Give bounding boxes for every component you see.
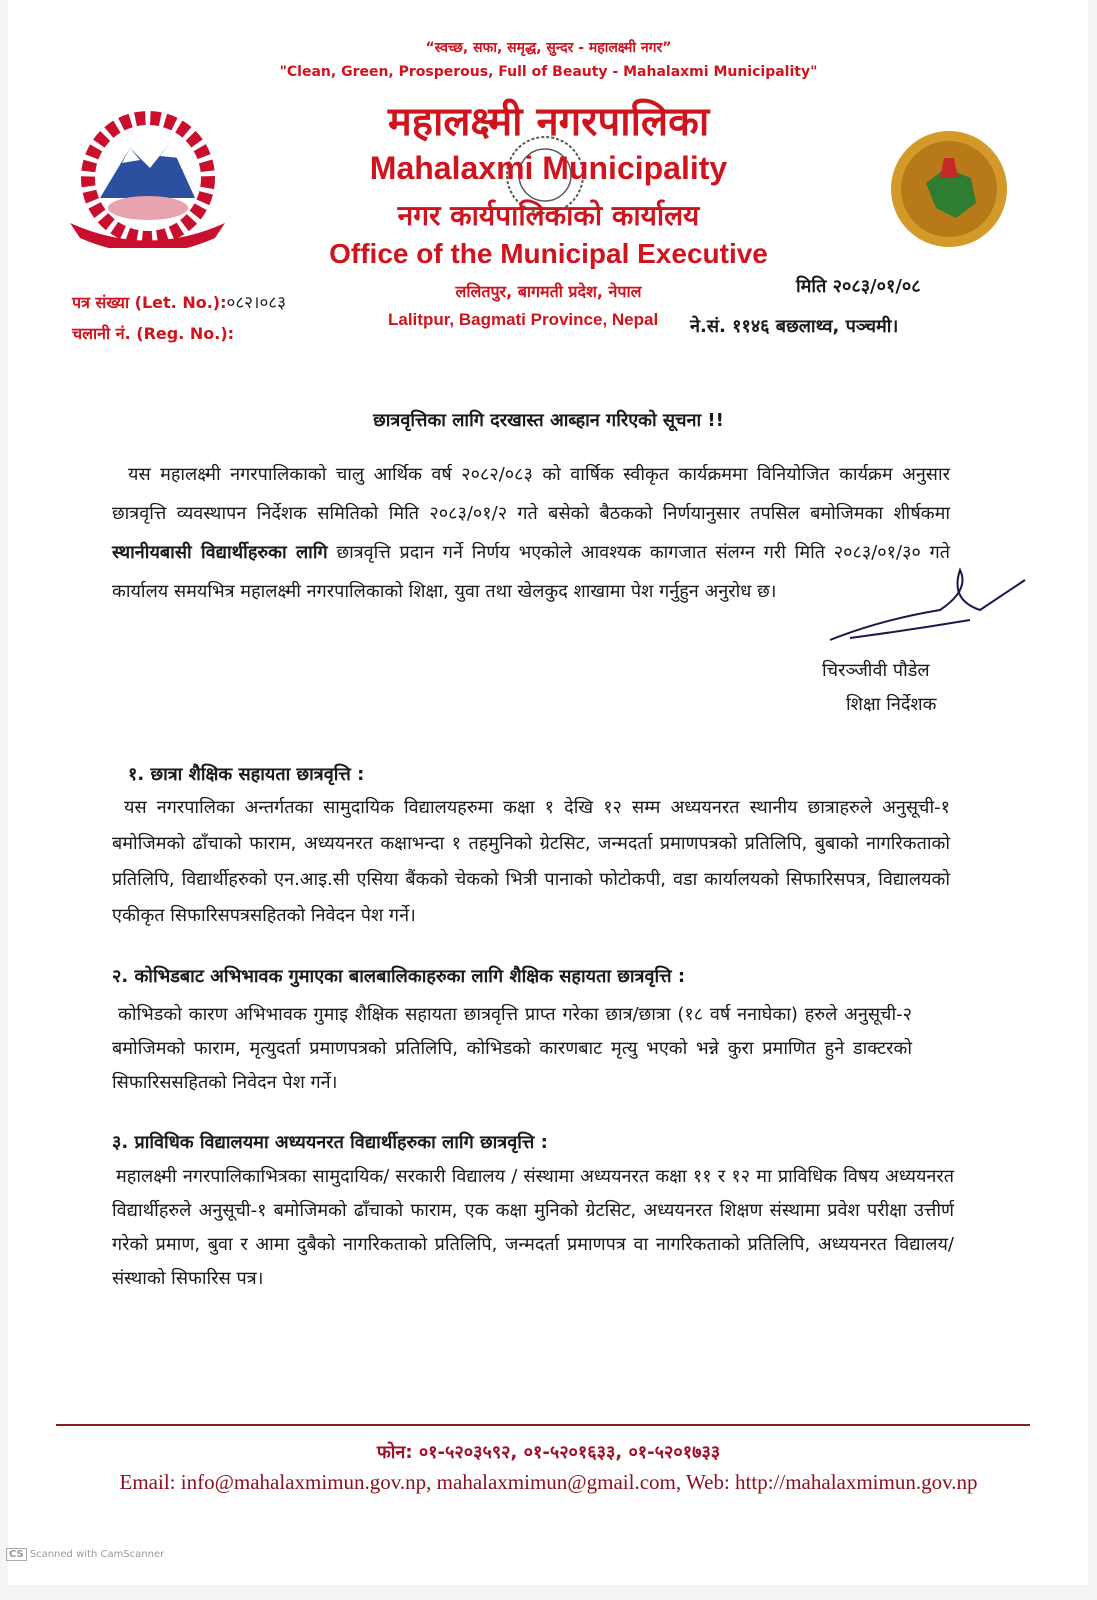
section-3-heading: ३. प्राविधिक विद्यालयमा अध्ययनरत विद्यार्थीहरुका लागि छात्रवृत्ति : <box>112 1132 548 1153</box>
signatory-name: चिरञ्जीवी पौडेल <box>822 660 930 681</box>
camscanner-text: Scanned with CamScanner <box>29 1549 165 1560</box>
municipality-title-english: Mahalaxmi Municipality <box>369 150 728 186</box>
section-1-heading: १. छात्रा शैक्षिक सहायता छात्रवृत्ति : <box>128 764 365 785</box>
slogan-english: "Clean, Green, Prosperous, Full of Beauty - Mahalaxmi Municipality" <box>279 64 818 80</box>
registration-number-label: चलानी नं. (Reg. No.): <box>72 324 235 343</box>
signatory-title: शिक्षा निर्देशक <box>846 694 937 715</box>
letter-number <box>72 290 286 313</box>
notice-title: छात्रवृत्तिका लागि दरखास्त आब्हान गरिएको सूचना !! <box>373 410 724 431</box>
address-english: Lalitpur, Bagmati Province, Nepal <box>388 310 659 329</box>
municipality-title-nepali: महालक्ष्मी नगरपालिका <box>387 99 710 145</box>
intro-bold-text: स्थानीयबासी विद्यार्थीहरुका लागि <box>112 542 328 563</box>
office-title-nepali: नगर कार्यपालिकाको कार्यालय <box>397 199 700 232</box>
slogan-nepali: “स्वच्छ, सफा, समृद्ध, सुन्दर - महालक्ष्मी नगर” <box>425 40 672 56</box>
section-2-heading: २. कोभिडबाट अभिभावक गुमाएका बालबालिकाहरुका लागि शैक्षिक सहायता छात्रवृत्ति : <box>112 966 686 987</box>
section-1-body: यस नगरपालिका अन्तर्गतका सामुदायिक विद्यालयहरुमा कक्षा १ देखि १२ सम्म अध्ययनरत स्थानीय छात्राहरुले अनुसूची-१ बमोजिमको ढाँचाको फाराम, अध्ययनरत कक्षाभन्दा १ तहमुनिको ग्रेटसिट, जन्मदर्ता प्रमाणपत्रको प्रतिलिपि, बुबाको नागरिकताको प्रतिलिपि, विद्यार्थीहरुको एन.आइ.सी एसिया बैंकको चेकको भित्री पानाको फोटोकपी, वडा कार्यालयको सिफारिसपत्र, विद्यालयको एकीकृत सिफारिसपत्रसहितको निवेदन पेश गर्ने। <box>112 797 950 926</box>
date: मिति २०८३/०१/०८ <box>796 276 921 297</box>
intro-text: यस महालक्ष्मी नगरपालिकाको चालु आर्थिक वर्ष २०८२/०८३ को वार्षिक स्वीकृत कार्यक्रममा विनियोजित कार्यक्रम अनुसार छात्रवृत्ति व्यवस्थापन निर्देशक समितिको मिति २०८३/०१/२ गते बसेको बैठकको निर्णयानुसार तपसिल बमोजिमका शीर्षकमा <box>112 464 950 524</box>
office-title-english: Office of the Municipal Executive <box>329 238 768 269</box>
footer-phone: फोन: ०१-५२०३५९२, ०१-५२०१६३३, ०१-५२०१७३३ <box>376 1442 721 1463</box>
section-2-body: कोभिडको कारण अभिभावक गुमाइ शैक्षिक सहायता छात्रवृत्ति प्राप्त गरेका छात्र/छात्रा (१८ वर्ष ननाघेका) हरुले अनुसूची-२ बमोजिमको फाराम, मृत्युदर्ता प्रमाणपत्रको प्रतिलिपि, कोभिडको कारणबाट मृत्यु भएको भन्ने कुरा प्रमाणित हुने डाक्टरको सिफारिससहितको निवेदन पेश गर्ने। <box>112 1004 912 1093</box>
footer-divider <box>56 1424 1030 1426</box>
letter-number-label: पत्र संख्या (Let. No.): <box>72 293 227 312</box>
scanner-watermark <box>6 1548 164 1561</box>
letter-number-value: ०८२।०८३ <box>226 293 286 313</box>
nepal-sambat-date: ने.सं. ११४६ बछलाथ्व, पञ्चमी। <box>690 316 899 337</box>
address-nepali: ललितपुर, बागमती प्रदेश, नेपाल <box>455 282 642 301</box>
handwritten-signature <box>820 560 1050 650</box>
camscanner-badge: CS <box>6 1548 27 1561</box>
footer-email-web: Email: info@mahalaxmimun.gov.np, mahalaxmimun@gmail.com, Web: http://mahalaxmimun.gov.np <box>119 1470 978 1494</box>
section-3-body: महालक्ष्मी नगरपालिकाभित्रका सामुदायिक/ सरकारी विद्यालय / संस्थामा अध्ययनरत कक्षा ११ र १२ मा प्राविधिक विषय अध्ययनरत विद्यार्थीहरुले अनुसूची-१ बमोजिमको ढाँचाको फाराम, एक कक्षा मुनिको ग्रेटसिट, अध्ययनरत शिक्षण संस्थामा प्रवेश परीक्षा उत्तीर्ण गरेको प्रमाण, बुवा र आमा दुबैको नागरिकताको प्रतिलिपि, जन्मदर्ता प्रमाणपत्र वा नागरिकताको प्रतिलिपि, अध्ययनरत विद्यालय/संस्थाको सिफारिस पत्र। <box>112 1166 954 1289</box>
intro-text-end: छात्रवृत्ति प्रदान गर्ने निर्णय भएकोले आवश्यक कागजात संलग्न गरी मिति २०८३/०१/३० गते कार्यालय समयभित्र महालक्ष्मी नगरपालिकाको शिक्षा, युवा तथा खेलकुद शाखामा पेश गर्नुहुन अनुरोध छ। <box>112 542 950 602</box>
